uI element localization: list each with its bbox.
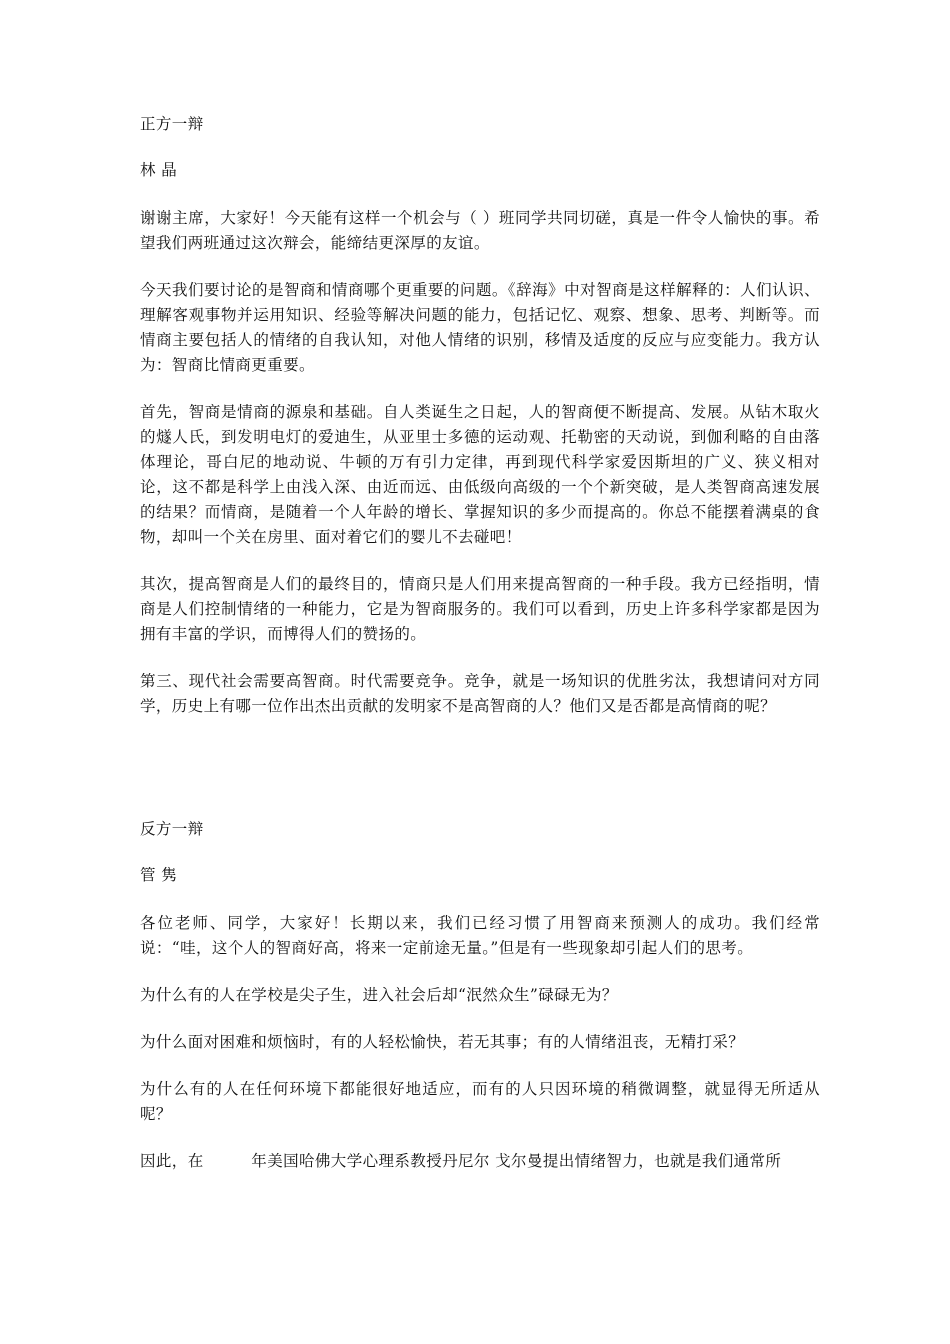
negative-first-speaker-section — [140, 817, 820, 1174]
paragraph: 为什么面对困难和烦恼时，有的人轻松愉快，若无其事；有的人情绪沮丧，无精打采？ — [140, 1033, 745, 1051]
speaker-name: 管 隽 — [140, 866, 178, 884]
paragraph: 今天我们要讨论的是智商和情商哪个更重要的问题。《辞海》中对智商是这样解释的：人们认识、理解客观事物并运用知识、经验等解决问题的能力，包括记忆、观察、想象、思考、判断等。而情商主要包括人的情绪的自我认知，对他人情绪的识别，移情及适度的反应与应变能力。我方认为：智商比情商更重要。 — [140, 281, 820, 374]
section-heading: 正方一辩 — [140, 115, 204, 133]
paragraph: 谢谢主席，大家好！今天能有这样一个机会与（ ）班同学共同切磋，真是一件令人愉快的事。希望我们两班通过这次辩会，能缔结更深厚的友谊。 — [140, 209, 820, 252]
paragraph: 首先，智商是情商的源泉和基础。自人类诞生之日起，人的智商便不断提高、发展。从钻木取火的燧人氏，到发明电灯的爱迪生，从亚里士多德的运动观、托勒密的天动说，到伽利略的自由落体理论，哥白尼的地动说、牛顿的万有引力定律，再到现代科学家爱因斯坦的广义、狭义相对论，这不都是科学上由浅入深、由近而远、由低级向高级的一个个新突破，是人类智商高速发展的结果？而情商，是随着一个人年龄的增长、掌握知识的多少而提高的。你总不能摆着满桌的食物，却叫一个关在房里、面对着它们的婴儿不去碰吧！ — [140, 403, 820, 546]
section-spacer — [140, 741, 820, 817]
paragraph: 其次，提高智商是人们的最终目的，情商只是人们用来提高智商的一种手段。我方已经指明，情商是人们控制情绪的一种能力，它是为智商服务的。我们可以看到，历史上许多科学家都是因为拥有丰富的学识，而博得人们的赞扬的。 — [140, 575, 820, 643]
speaker-name: 林 晶 — [140, 161, 178, 179]
section-heading: 反方一辩 — [140, 820, 204, 838]
paragraph: 各位老师、同学，大家好！长期以来，我们已经习惯了用智商来预测人的成功。我们经常说：“哇，这个人的智商好高，将来一定前途无量。”但是有一些现象却引起人们的思考。 — [140, 914, 820, 957]
paragraph: 第三、现代社会需要高智商。时代需要竞争。竞争，就是一场知识的优胜劣汰，我想请问对方同学，历史上有哪一位作出杰出贡献的发明家不是高智商的人？他们又是否都是高情商的呢？ — [140, 672, 820, 715]
document-body — [140, 112, 820, 1196]
paragraph: 因此，在 年美国哈佛大学心理系教授丹尼尔 戈尔曼提出情绪智力，也就是我们通常所 — [140, 1152, 782, 1170]
paragraph: 为什么有的人在学校是尖子生，进入社会后却“泯然众生”碌碌无为？ — [140, 986, 618, 1004]
affirmative-first-speaker-section — [140, 112, 820, 719]
paragraph: 为什么有的人在任何环境下都能很好地适应，而有的人只因环境的稍微调整，就显得无所适从呢？ — [140, 1080, 820, 1123]
